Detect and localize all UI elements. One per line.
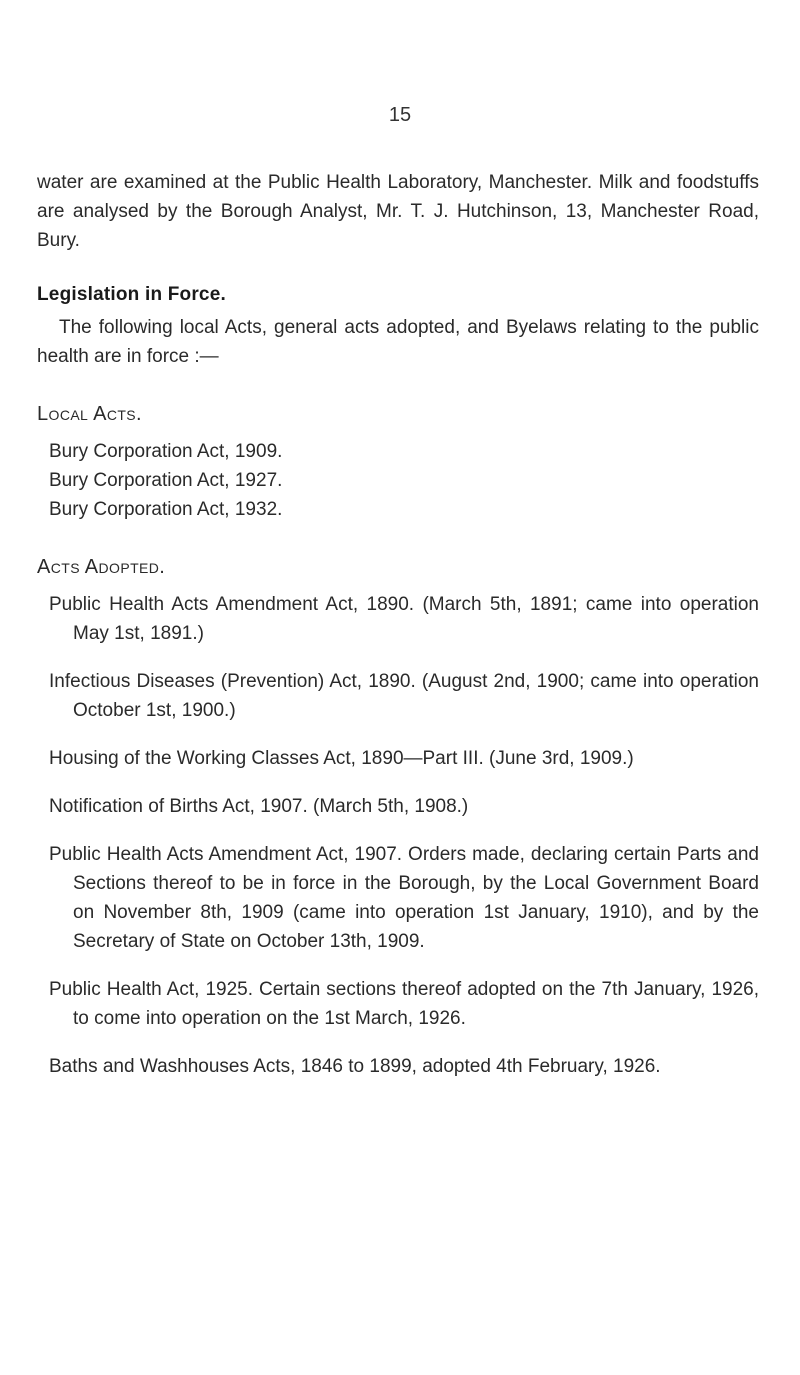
adopted-act-item bbox=[37, 667, 759, 725]
adopted-act-text: Notification of Births Act, 1907. (March 5th, 1908.) bbox=[49, 796, 469, 817]
intro-paragraph: water are examined at the Public Health Laboratory, Manchester. Milk and foodstuffs are analysed by the Borough Analyst, Mr. T. J. Hutchinson, 13, Manchester Road, Bury. bbox=[37, 172, 759, 251]
adopted-act-text: Public Health Acts Amendment Act, 1907. Orders made, declaring certain Parts and Sections thereof to be in force in the Borough, by the Local Government Board on November 8th, 1909 (came into operation 1st January, 1910), and by the Secretary of State on October 13th, 1909. bbox=[49, 844, 759, 952]
page-number: 15 bbox=[388, 104, 412, 126]
legislation-paragraph: The following local Acts, general acts adopted, and Byelaws relating to the public health are in force :— bbox=[37, 317, 759, 367]
local-acts-heading: Local Acts. bbox=[37, 403, 142, 425]
adopted-act-text: Infectious Diseases (Prevention) Act, 1890. (August 2nd, 1900; came into operation October 1st, 1900.) bbox=[49, 671, 759, 721]
adopted-act-item bbox=[37, 840, 759, 956]
adopted-act-item bbox=[37, 792, 759, 821]
adopted-act-text: Baths and Washhouses Acts, 1846 to 1899, adopted 4th February, 1926. bbox=[49, 1056, 661, 1077]
adopted-act-item bbox=[37, 590, 759, 648]
adopted-act-text: Public Health Acts Amendment Act, 1890. (March 5th, 1891; came into operation May 1st, 1891.) bbox=[49, 594, 759, 644]
acts-adopted-list bbox=[37, 590, 759, 1081]
local-act-item: Bury Corporation Act, 1909. bbox=[49, 441, 283, 462]
local-acts-list bbox=[37, 437, 759, 524]
local-act-item: Bury Corporation Act, 1932. bbox=[49, 499, 283, 520]
adopted-act-item bbox=[37, 975, 759, 1033]
acts-adopted-heading: Acts Adopted. bbox=[37, 556, 166, 578]
adopted-act-text: Public Health Act, 1925. Certain sections thereof adopted on the 7th January, 1926, to come into operation on the 1st March, 1926. bbox=[49, 979, 759, 1029]
adopted-act-item bbox=[37, 1052, 759, 1081]
adopted-act-text: Housing of the Working Classes Act, 1890—Part III. (June 3rd, 1909.) bbox=[49, 748, 634, 769]
local-act-item: Bury Corporation Act, 1927. bbox=[49, 470, 283, 491]
page-content bbox=[37, 168, 759, 1100]
legislation-heading: Legislation in Force. bbox=[37, 284, 226, 305]
adopted-act-item bbox=[37, 744, 759, 773]
